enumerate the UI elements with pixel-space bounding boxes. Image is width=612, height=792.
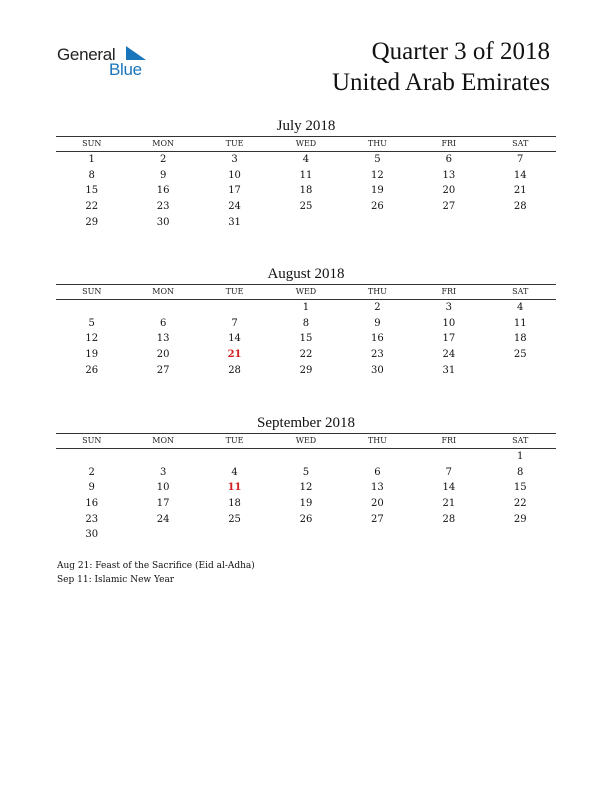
day-cell: 4 — [231, 466, 238, 478]
day-cell: 22 — [513, 498, 527, 510]
day-cell: 14 — [442, 482, 456, 494]
weekday-label: WED — [295, 287, 317, 296]
day-cell: 12 — [85, 333, 99, 345]
month-august — [56, 264, 556, 378]
empty-day-cell — [270, 215, 341, 231]
day-cell: 17 — [442, 333, 456, 345]
empty-day-cell — [127, 449, 198, 465]
week-row — [56, 152, 556, 168]
day-cell: 23 — [371, 349, 384, 361]
week-row — [56, 363, 556, 379]
weekday-label: WED — [295, 436, 317, 445]
day-cell: 2 — [159, 154, 167, 165]
day-cell: 1 — [88, 154, 95, 165]
day-cell: 5 — [374, 154, 381, 165]
day-cell: 1 — [302, 302, 310, 313]
day-cell: 9 — [374, 317, 381, 329]
day-cell: 11 — [299, 169, 313, 181]
day-cell: 13 — [442, 169, 456, 181]
day-cell: 26 — [299, 513, 313, 525]
weekday-header — [56, 136, 556, 152]
day-cell: 24 — [228, 201, 241, 213]
month-september — [56, 413, 556, 543]
weekday-label: SAT — [512, 436, 529, 445]
holiday-note: Aug 21: Feast of the Sacrifice (Eid al-Adha) — [57, 561, 255, 571]
day-cell: 12 — [299, 482, 313, 494]
weekday-label: SAT — [512, 287, 529, 296]
day-cell: 29 — [85, 216, 99, 228]
day-cell: 5 — [302, 466, 310, 478]
day-cell: 3 — [159, 466, 167, 478]
week-row — [56, 331, 556, 347]
weekday-label: WED — [295, 139, 317, 148]
month-grid — [56, 449, 556, 543]
day-cell: 31 — [228, 216, 241, 228]
day-cell: 30 — [156, 216, 170, 228]
holiday-day-cell: 21 — [227, 349, 242, 361]
month-july — [56, 116, 556, 230]
day-cell: 8 — [302, 317, 310, 329]
day-cell: 21 — [442, 498, 456, 510]
day-cell: 26 — [371, 201, 384, 213]
empty-day-cell — [413, 215, 484, 231]
week-row — [56, 527, 556, 543]
day-cell: 23 — [156, 201, 170, 213]
day-cell: 27 — [371, 513, 384, 525]
day-cell: 24 — [442, 349, 456, 361]
weekday-label: MON — [152, 287, 174, 296]
day-cell: 14 — [228, 333, 241, 345]
weekday-header — [56, 433, 556, 449]
week-row — [56, 215, 556, 231]
day-cell: 19 — [85, 349, 99, 361]
holiday-notes — [57, 559, 255, 587]
week-row — [56, 168, 556, 184]
empty-day-cell — [485, 215, 556, 231]
day-cell: 18 — [299, 185, 313, 197]
month-title: September 2018 — [257, 415, 355, 431]
day-cell: 29 — [513, 513, 527, 525]
day-cell: 6 — [159, 317, 167, 329]
weekday-label: TUE — [225, 287, 244, 296]
day-cell: 28 — [513, 201, 527, 213]
day-cell: 25 — [513, 349, 527, 361]
day-cell: 22 — [85, 201, 99, 213]
day-cell: 3 — [231, 154, 238, 165]
weekday-label: MON — [152, 436, 174, 445]
day-cell: 30 — [85, 529, 99, 541]
weekday-label: FRI — [441, 139, 457, 148]
day-cell: 31 — [442, 364, 456, 376]
day-cell: 30 — [371, 364, 384, 376]
weekday-label: SUN — [82, 436, 102, 445]
empty-day-cell — [127, 300, 198, 316]
month-grid — [56, 300, 556, 378]
empty-day-cell — [199, 449, 270, 465]
day-cell: 1 — [517, 451, 524, 462]
logo-triangle-icon — [126, 46, 146, 60]
day-cell: 13 — [371, 482, 384, 494]
week-row — [56, 347, 556, 363]
month-grid — [56, 152, 556, 230]
weekday-label: THU — [367, 287, 387, 296]
empty-day-cell — [270, 449, 341, 465]
week-row — [56, 512, 556, 528]
day-cell: 8 — [88, 169, 95, 181]
week-row — [56, 183, 556, 199]
empty-day-cell — [413, 527, 484, 543]
day-cell: 16 — [85, 498, 99, 510]
day-cell: 29 — [299, 364, 313, 376]
day-cell: 16 — [371, 333, 384, 345]
day-cell: 7 — [517, 154, 524, 165]
empty-day-cell — [413, 449, 484, 465]
title-quarter: Quarter 3 of 2018 — [371, 38, 550, 65]
day-cell: 7 — [231, 317, 238, 329]
day-cell: 23 — [85, 513, 99, 525]
logo-text-blue: Blue — [109, 60, 142, 79]
day-cell: 24 — [156, 513, 170, 525]
empty-day-cell — [199, 527, 270, 543]
day-cell: 2 — [88, 466, 95, 478]
weekday-label: FRI — [441, 436, 457, 445]
day-cell: 20 — [371, 498, 384, 510]
day-cell: 13 — [156, 333, 170, 345]
day-cell: 7 — [445, 466, 452, 478]
day-cell: 28 — [442, 513, 456, 525]
weekday-label: SUN — [82, 139, 102, 148]
weekday-label: MON — [152, 139, 174, 148]
day-cell: 11 — [513, 317, 527, 329]
empty-day-cell — [270, 527, 341, 543]
weekday-label: TUE — [225, 436, 244, 445]
day-cell: 16 — [156, 185, 170, 197]
day-cell: 14 — [513, 169, 527, 181]
day-cell: 19 — [299, 498, 313, 510]
empty-day-cell — [127, 527, 198, 543]
day-cell: 8 — [517, 466, 524, 478]
empty-day-cell — [485, 363, 556, 379]
logo-text-general: General — [57, 45, 116, 64]
empty-day-cell — [485, 527, 556, 543]
month-title: July 2018 — [276, 118, 336, 134]
day-cell: 27 — [442, 201, 456, 213]
holiday-note: Sep 11: Islamic New Year — [57, 575, 175, 585]
day-cell: 17 — [156, 498, 170, 510]
week-row — [56, 465, 556, 481]
day-cell: 19 — [371, 185, 384, 197]
page-title — [332, 36, 550, 98]
day-cell: 22 — [299, 349, 313, 361]
month-title: August 2018 — [267, 266, 345, 282]
empty-day-cell — [342, 527, 413, 543]
day-cell: 12 — [371, 169, 384, 181]
day-cell: 18 — [513, 333, 527, 345]
weekday-label: SAT — [512, 139, 529, 148]
day-cell: 5 — [88, 317, 95, 329]
day-cell: 21 — [513, 185, 527, 197]
weekday-label: TUE — [225, 139, 244, 148]
generalblue-logo — [57, 44, 157, 84]
holiday-day-cell: 11 — [227, 482, 242, 494]
day-cell: 9 — [159, 169, 167, 181]
day-cell: 15 — [85, 185, 99, 197]
day-cell: 15 — [299, 333, 313, 345]
day-cell: 25 — [228, 513, 241, 525]
weekday-label: SUN — [82, 287, 102, 296]
day-cell: 18 — [228, 498, 241, 510]
day-cell: 6 — [445, 154, 452, 165]
week-row — [56, 316, 556, 332]
day-cell: 6 — [374, 466, 381, 478]
week-row — [56, 449, 556, 465]
weekday-label: FRI — [441, 287, 457, 296]
weekday-header — [56, 284, 556, 300]
day-cell: 20 — [156, 349, 170, 361]
empty-day-cell — [342, 449, 413, 465]
day-cell: 9 — [88, 482, 95, 494]
day-cell: 4 — [517, 302, 524, 313]
day-cell: 20 — [442, 185, 456, 197]
day-cell: 4 — [302, 154, 310, 165]
day-cell: 17 — [228, 185, 241, 197]
day-cell: 10 — [228, 169, 241, 181]
day-cell: 26 — [85, 364, 99, 376]
weekday-label: THU — [367, 139, 387, 148]
title-country: United Arab Emirates — [332, 69, 550, 96]
empty-day-cell — [342, 215, 413, 231]
day-cell: 15 — [513, 482, 527, 494]
empty-day-cell — [56, 449, 127, 465]
weekday-label: THU — [367, 436, 387, 445]
day-cell: 28 — [228, 364, 241, 376]
day-cell: 3 — [445, 302, 452, 313]
day-cell: 10 — [156, 482, 170, 494]
week-row — [56, 199, 556, 215]
day-cell: 10 — [442, 317, 456, 329]
empty-day-cell — [56, 300, 127, 316]
day-cell: 27 — [156, 364, 170, 376]
day-cell: 2 — [374, 302, 381, 313]
empty-day-cell — [199, 300, 270, 316]
week-row — [56, 496, 556, 512]
week-row — [56, 480, 556, 496]
day-cell: 25 — [299, 201, 313, 213]
week-row — [56, 300, 556, 316]
